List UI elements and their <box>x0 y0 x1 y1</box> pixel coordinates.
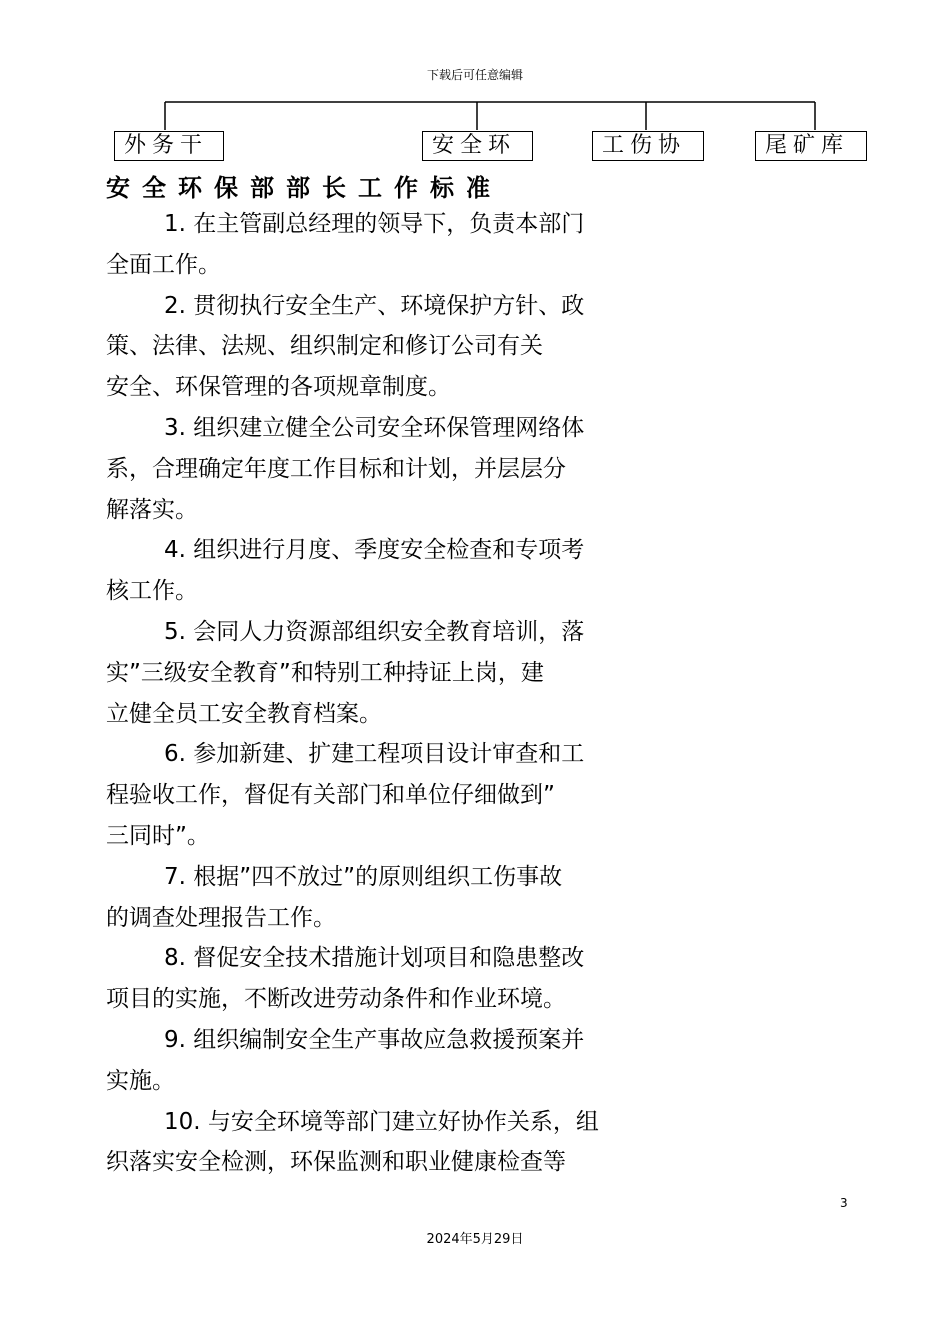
body-line: 7. 根据”四不放过”的原则组织工伤事故 <box>164 863 563 890</box>
body-line: 实施。 <box>106 1067 175 1094</box>
footer-date: 2024年5月29日 <box>426 1232 524 1247</box>
body-line: 系，合理确定年度工作目标和计划，并层层分 <box>106 455 566 482</box>
body-line: 10. 与安全环境等部门建立好协作关系，组 <box>164 1108 599 1135</box>
body-line: 3. 组织建立健全公司安全环保管理网络体 <box>164 415 585 441</box>
body-line: 的调查处理报告工作。 <box>106 904 336 931</box>
body-line: 6. 参加新建、扩建工程项目设计审查和工 <box>164 741 585 768</box>
body-line: 8. 督促安全技术措施计划项目和隐患整改 <box>164 945 585 972</box>
page-number: 3 <box>840 1196 848 1210</box>
org-chart-connectors <box>0 0 950 140</box>
org-box-external-affairs: 外务干 <box>114 131 224 161</box>
body-line: 立健全员工安全教育档案。 <box>106 700 382 727</box>
document-title: 安全环保部部长工作标准 <box>106 174 502 202</box>
body-line: 1. 在主管副总经理的领导下，负责本部门 <box>164 211 585 237</box>
body-line: 安全、环保管理的各项规章制度。 <box>106 374 451 401</box>
body-line: 织落实安全检测，环保监测和职业健康检查等 <box>106 1149 566 1176</box>
body-line: 策、法律、法规、组织制定和修订公司有关 <box>106 333 543 360</box>
body-line: 5. 会同人力资源部组织安全教育培训，落 <box>164 619 585 645</box>
body-line: 实”三级安全教育”和特别工种持证上岗，建 <box>106 659 544 686</box>
header-note: 下载后可任意编辑 <box>426 68 523 82</box>
org-box-injury-coordination: 工伤协 <box>592 131 704 161</box>
body-line: 9. 组织编制安全生产事故应急救援预案并 <box>164 1027 585 1053</box>
body-line: 全面工作。 <box>106 251 221 278</box>
body-line: 三同时”。 <box>106 823 210 849</box>
org-box-safety-env: 安全环 <box>422 131 533 161</box>
body-line: 核工作。 <box>106 578 198 605</box>
body-line: 2. 贯彻执行安全生产、环境保护方针、政 <box>164 292 585 319</box>
org-box-tailings-dam: 尾矿库 <box>755 131 867 161</box>
body-line: 解落实。 <box>106 496 198 523</box>
body-line: 程验收工作，督促有关部门和单位仔细做到” <box>106 782 555 809</box>
body-line: 4. 组织进行月度、季度安全检查和专项考 <box>164 537 585 564</box>
body-line: 项目的实施，不断改进劳动条件和作业环境。 <box>106 986 566 1013</box>
